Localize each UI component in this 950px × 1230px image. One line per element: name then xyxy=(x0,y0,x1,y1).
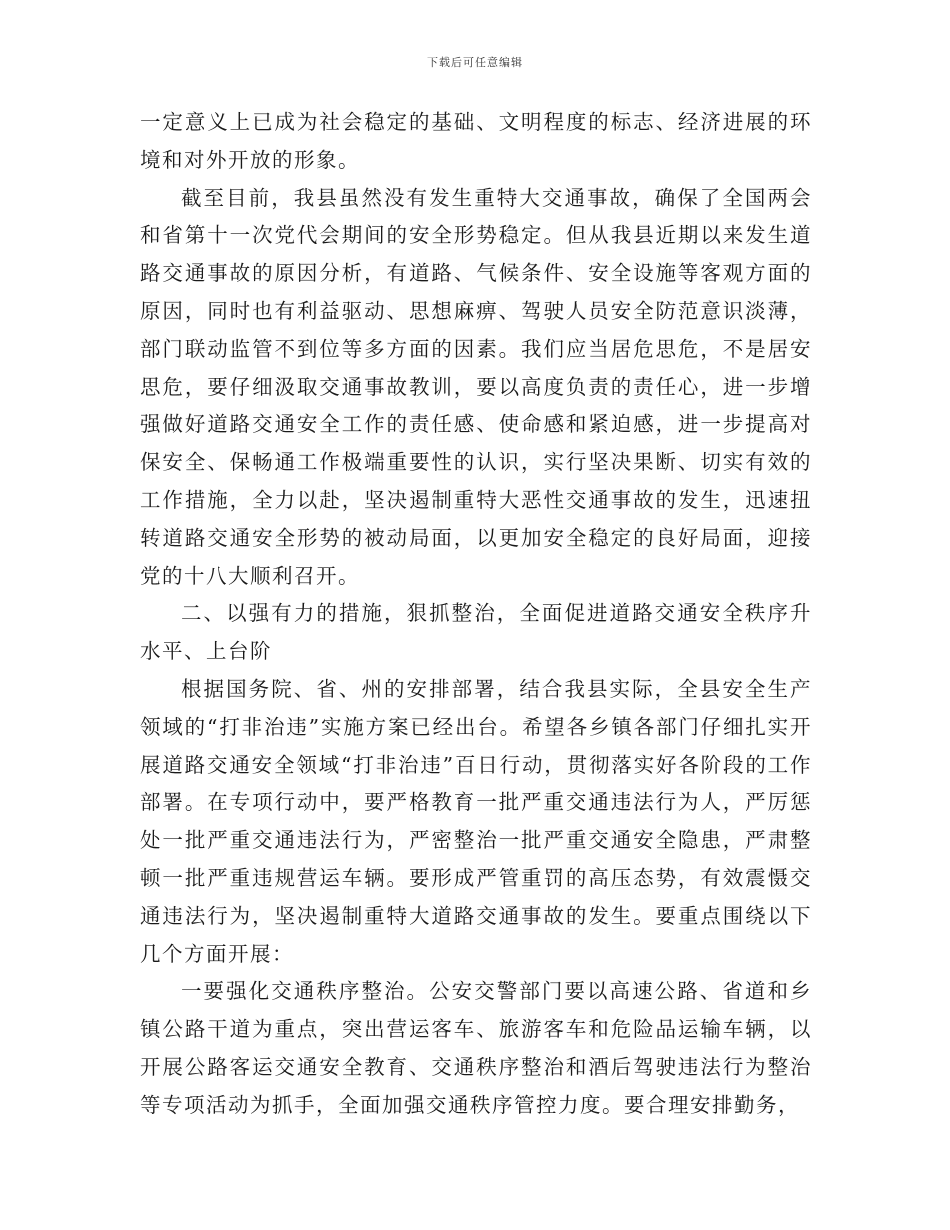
section-heading: 二、以强有力的措施，狠抓整治，全面促进道路交通安全秩序升水平、上台阶 xyxy=(140,601,812,664)
paragraph: 截至目前，我县虽然没有发生重特大交通事故，确保了全国两会和省第十一次党代会期间的安全形势稳定。但从我县近期以来发生道路交通事故的原因分析，有道路、气候条件、安全设施等客观方面的原因，同时也有利益驱动、思想麻痹、驾驶人员安全防范意识淡薄，部门联动监管不到位等多方面的因素。我们应当居危思危，不是居安思危，要仔细汲取交通事故教训，要以高度负责的责任心，进一步增强做好道路交通安全工作的责任感、使命感和紧迫感，进一步提高对保安全、保畅通工作极端重要性的认识，实行坚决果断、切实有效的工作措施，全力以赴，坚决遏制重特大恶性交通事故的发生，迅速扭转道路交通安全形势的被动局面，以更加安全稳定的良好局面，迎接党的十八大顺利召开。 xyxy=(140,185,812,588)
header-note: 下载后可任意编辑 xyxy=(427,56,523,69)
paragraph: 根据国务院、省、州的安排部署，结合我县实际，全县安全生产领域的“打非治违”实施方案已经出台。希望各乡镇各部门仔细扎实开展道路交通安全领域“打非治违”百日行动，贯彻落实好各阶段的工作部署。在专项行动中，要严格教育一批严重交通违法行为人，严厉惩处一批严重交通违法行为，严密整治一批严重交通安全隐患，严肃整顿一批严重违规营运车辆。要形成严管重罚的高压态势，有效震慑交通违法行为，坚决遏制重特大道路交通事故的发生。要重点围绕以下几个方面开展： xyxy=(140,676,812,966)
document-body xyxy=(140,104,812,1125)
paragraph: 一要强化交通秩序整治。公安交警部门要以高速公路、省道和乡镇公路干道为重点，突出营运客车、旅游客车和危险品运输车辆，以开展公路客运交通安全教育、交通秩序整治和酒后驾驶违法行为整治等专项活动为抓手，全面加强交通秩序管控力度。要合理安排勤务， xyxy=(140,979,812,1117)
paragraph: 一定意义上已成为社会稳定的基础、文明程度的标志、经济进展的环境和对外开放的形象。 xyxy=(140,110,812,172)
